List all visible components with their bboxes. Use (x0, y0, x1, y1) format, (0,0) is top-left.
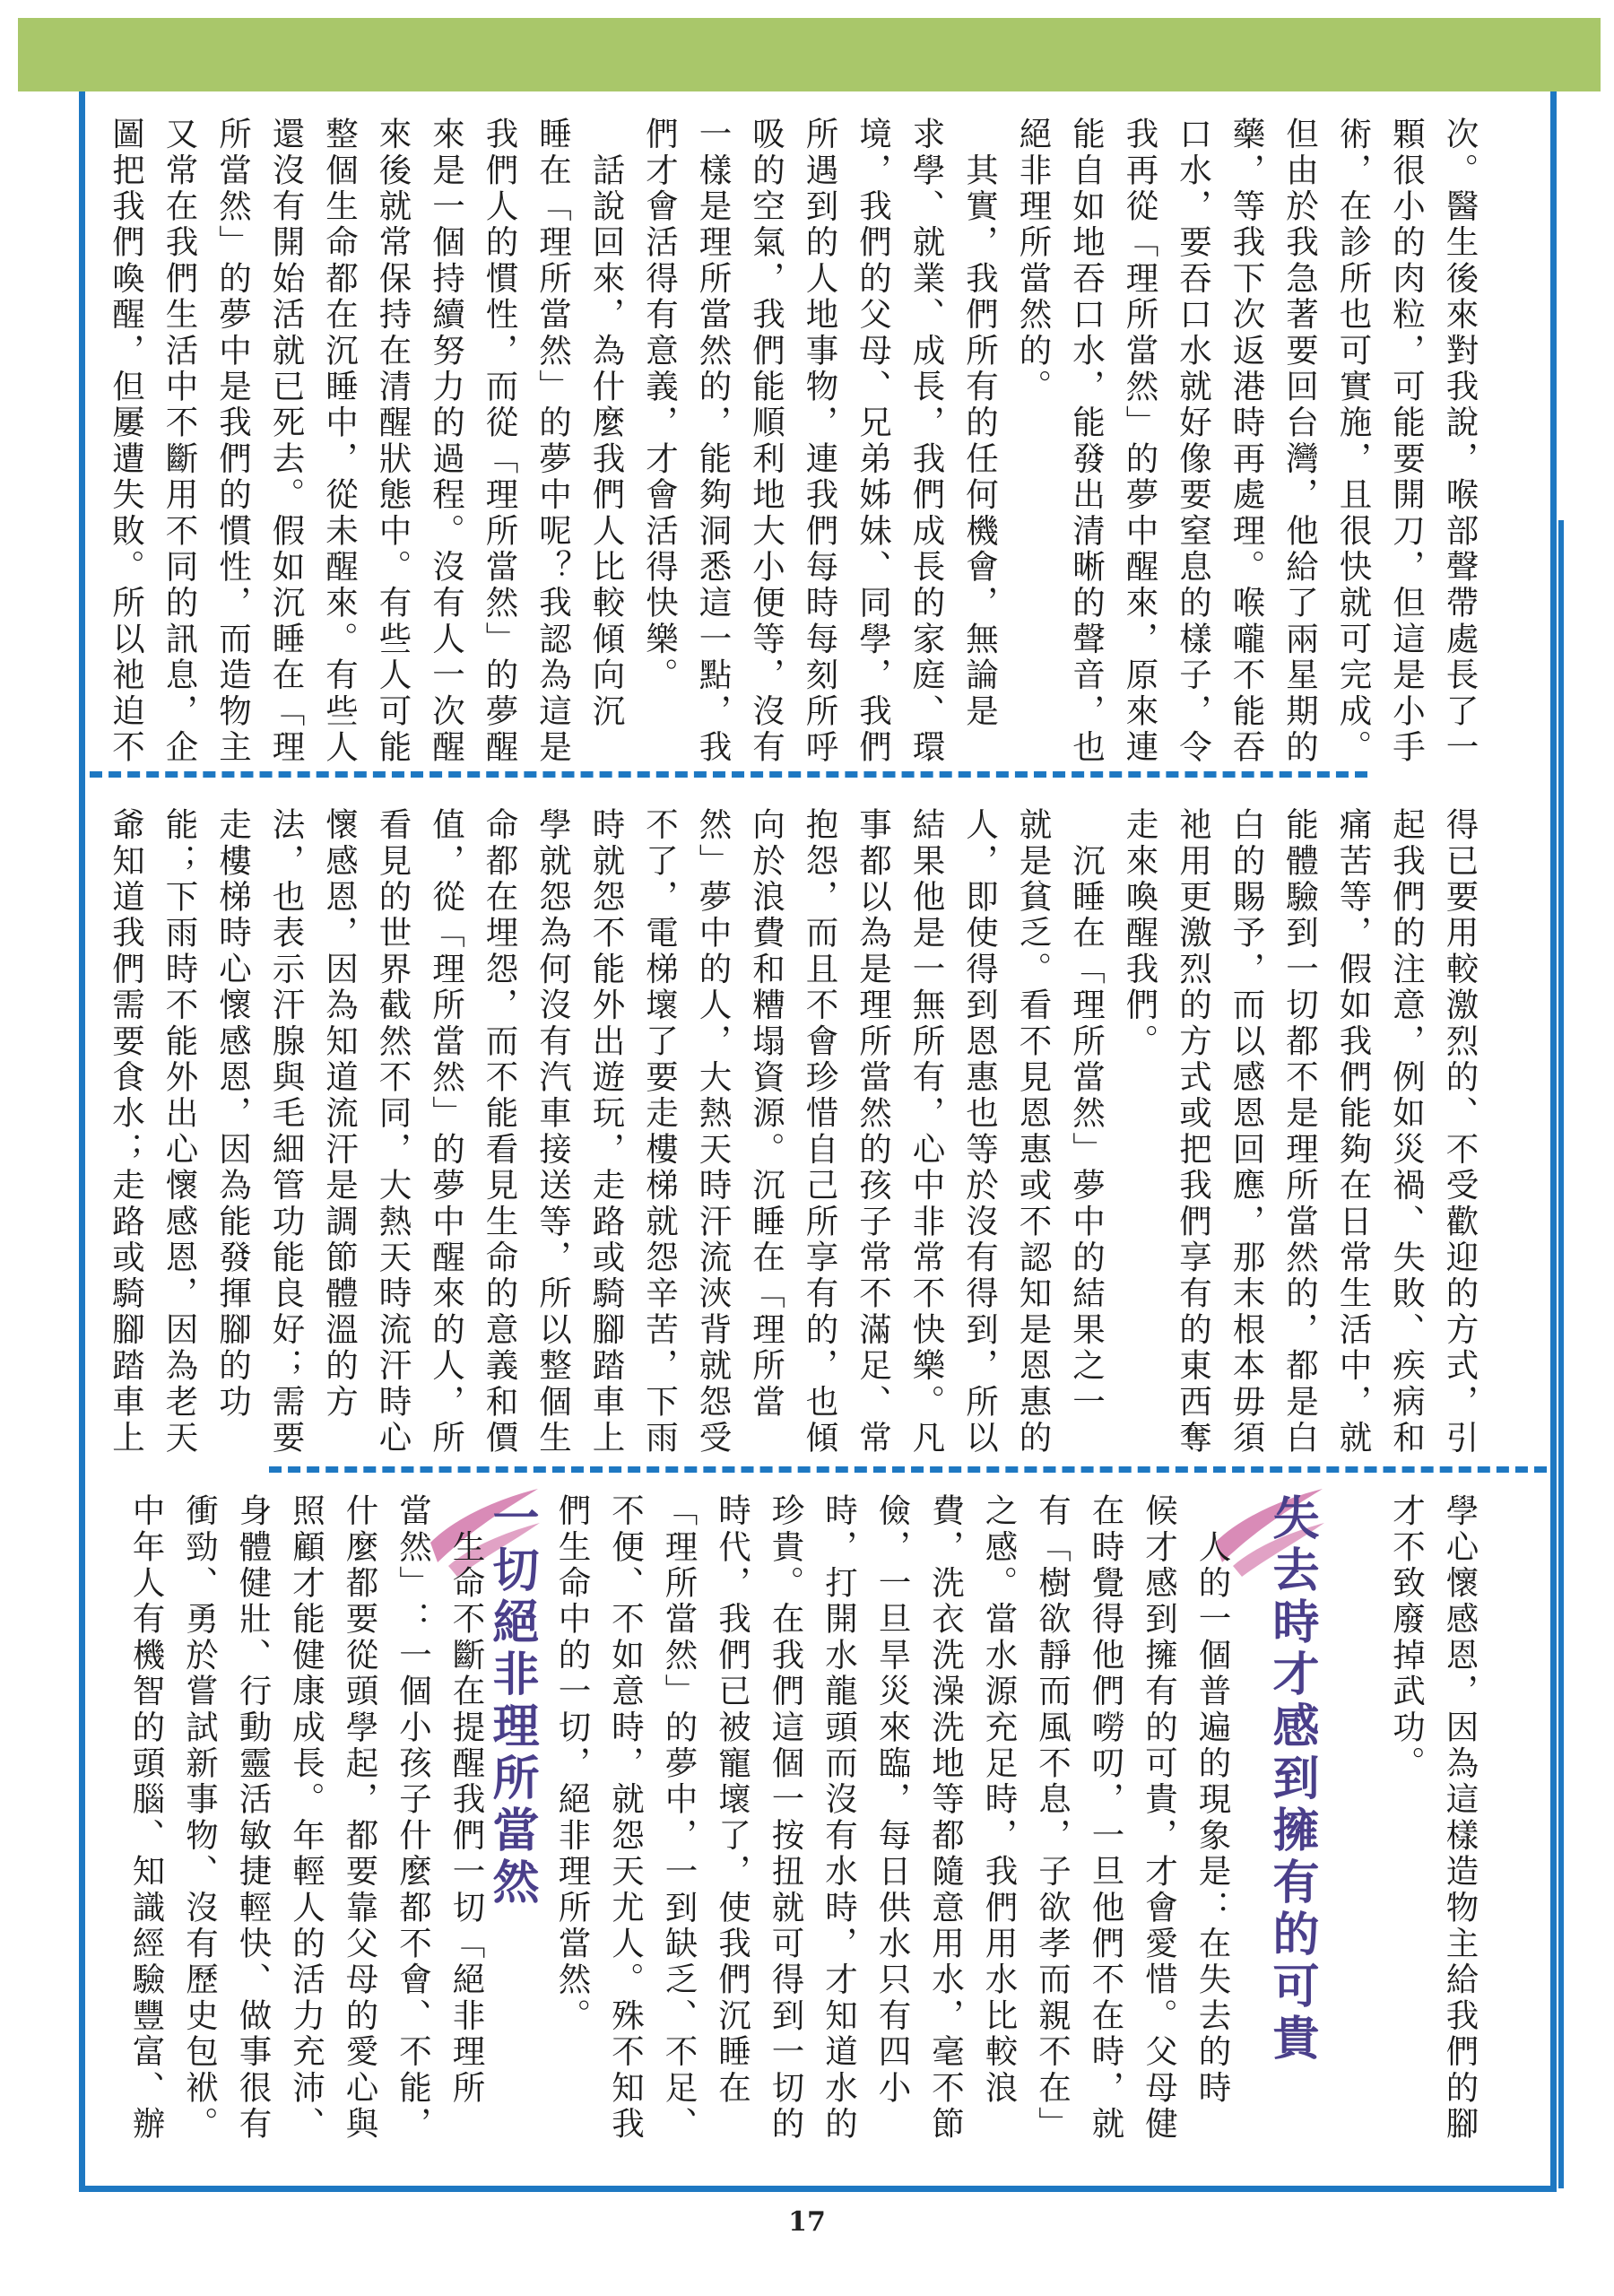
separator-middle (269, 1466, 1547, 1473)
page-number: 17 (788, 2206, 826, 2238)
frame-right-bar (1558, 520, 1564, 2188)
section-bottom-loss-text: 人的一個普遍的現象是：在失去的時 候才感到擁有的可貴，才會愛惜。父母健 在時覺得他們嘮叨，一旦他們不在時，就 有「樹欲靜而風不息，子欲孝而親不在」 之感。當水源充足時，我們用水比較浪 費，洗衣洗澡洗地等都隨意用水，毫不節 儉，一旦旱災來臨，每日供水只有四小 時，打開水龍頭而沒有水時，才知道水的 珍貴。在我們這個一按扭就可得到一切的 時代，我們已被寵壞了，使我們沉睡在 「理所當然」的夢中，一到缺乏、不足、 不便、不如意時，就怨天尤人。殊不知我 們生命中的一切，絕非理所當然。 (553, 1493, 1232, 2143)
section-heading-not-granted: 一切絕非理所當然 (484, 1493, 538, 1909)
top-color-band (18, 18, 1601, 91)
section-bottom-continuation: 學心懷感恩，因為這樣造物主給我們的腳 才不致廢掉武功。 (1387, 1493, 1480, 2143)
section-middle-text: 得已要用較激烈的、不受歡迎的方式，引 起我們的注意，例如災禍、失敗、疾病和 痛苦等，假如我們能夠在日常生活中，就 能體驗到一切都不是理所當然的，都是白 白的賜予，而以感恩回應，那末根本毋須 祂用更激烈的方式或把我們享有的東西奪 走來喚醒我們。 沉睡在「理所當然」夢中的結果之一 就是貧乏。看不見恩惠或不認知是恩惠的 人，即使得到恩惠也等於沒有得到，所以 結果他是一無所有，心中非常不快樂。凡 事都以為是理所當然的孩子常不滿足、常 抱怨，而且不會珍惜自己所享有的，也傾 向於浪費和糟塌資源。沉睡在「理所當 然」夢中的人，大熱天時汗流浹背就怨受 不了，電梯壞了要走樓梯就怨辛苦，下雨 時就怨不能外出遊玩，走路或騎腳踏車上 學就怨為何沒有汽車接送等，所以整個生 命都在埋怨，而不能看見生命的意義和價 值，從「理所當然」的夢中醒來的人，所 看見的世界截然不同，大熱天時流汗時心 懷感恩，因為知道流汗是調節體溫的方 法，也表示汗腺與毛細管功能良好；需要 走樓梯時心懷感恩，因為能發揮腳的功 能；下雨時不能外出心懷感恩，因為老天 爺知道我們需要食水；走路或騎腳踏車上 (107, 807, 1480, 1457)
section-top-text: 次。醫生後來對我說，喉部聲帶處長了一 顆很小的肉粒，可能要開刀，但這是小手 術，在診所也可實施，且很快就可完成。 但由於我急著要回台灣，他給了兩星期的 藥，等我下次返港時再處理。喉嚨不能吞 口水，要吞口水就好像要窒息的樣子，令 我再從「理所當然」的夢中醒來，原來連 能自如地吞口水，能發出清晰的聲音，也 絕非理所當然的。 其實，我們所有的任何機會，無論是 求學、就業、成長，我們成長的家庭、環 境，我們的父母、兄弟姊妹、同學，我們 所遇到的人地事物，連我們每時每刻所呼 吸的空氣，我們能順利地大小便等，沒有 一樣是理所當然的，能夠洞悉這一點，我 們才會活得有意義，才會活得快樂。 話說回來，為什麼我們人比較傾向沉 睡在「理所當然」的夢中呢？我認為這是 我們人的慣性，而從「理所當然」的夢醒 來是一個持續努力的過程。沒有人一次醒 來後就常保持在清醒狀態中。有些人可能 整個生命都在沉睡中，從未醒來。有些人 還沒有開始活就已死去。假如沉睡在「理 所當然」的夢中是我們的慣性，而造物主 又常在我們生活中不斷用不同的訊息，企 圖把我們喚醒，但屢遭失敗。所以祂迫不 (107, 117, 1480, 766)
separator-top (90, 771, 1367, 778)
section-heading-loss: 失去時才感到擁有的可貴 (1264, 1493, 1318, 2066)
section-bottom-not-granted-text: 生命不斷在提醒我們一切「絕非理所 當然」：一個小孩子什麼都不會、不能， 什麼都要從頭學起，都要靠父母的愛心與 照顧才能健康成長。年輕人的活力充沛、 身體健壯、行動靈活敏捷輕快、做事很有 衝勁、勇於嘗試新事物、沒有歷史包袱。 中年人有機智的頭腦、知識經驗豐富、辦 (127, 1493, 486, 2143)
